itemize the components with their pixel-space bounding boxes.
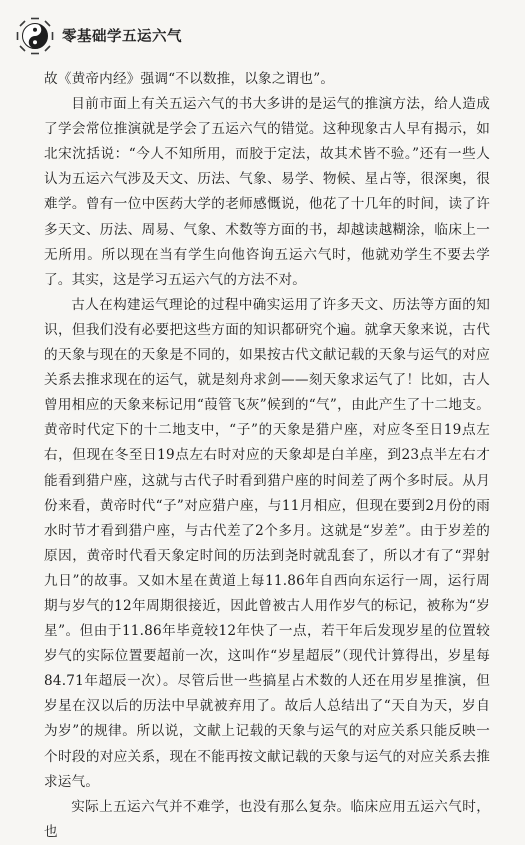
body-text [44, 67, 490, 845]
paragraph: 实际上五运六气并不难学，也没有那么复杂。临床应用五运六气时，也 [44, 798, 490, 840]
paragraph: 古人在构建运气理论的过程中确实运用了许多天文、历法等方面的知识，但我们没有必要把这些方面的知识都研究个遍。就拿天象来说，古代的天象与现在的天象是不同的，如果按古代文献记载的天象与运气的对应关系去推求现在的运气，就是刻舟求剑——刻天象求运气了！比如，古人曾用相应的天象来标记用“葭管飞灰”候到的“气”，由此产生了十二地支。黄帝时代定下的十二地支中，“子”的天象是猎户座，对应冬至日19点左右，但现在冬至日19点左右时对应的天象却是白羊座，到23点半左右才能看到猎户座，这就与古代子时看到猎户座的时间差了两个多时辰。从月份来看，黄帝时代“子”对应猎户座，与11月相应，但现在要到2月份的雨水时节才看到猎户座，与古代差了2个多月。这就是“岁差”。由于岁差的原因，黄帝时代看天象定时间的历法到尧时就乱套了，所以才有了“羿射九日”的故事。又如木星在黄道上每11.86年自西向东运行一周，运行周期与岁气的12年周期很接近，因此曾被古人用作岁气的标记，被称为“岁星”。但由于11.86年毕竟较12年快了一点，若干年后发现岁星的位置较岁气的实际位置要超前一次，这叫作“岁星超辰”（现代计算得出，岁星每84.71年超辰一次）。尽管后世一些搞星占术数的人还在用岁星推演，但岁星在汉以后的历法中早就被弃用了。故后人总结出了“天自为天，岁自为岁”的规律。所以说，文献上记载的天象与运气的对应关系只能反映一个时段的对应关系，现在不能再按文献记载的天象与运气的对应关系去推求运气。 [44, 296, 490, 790]
paragraph: 故《黄帝内经》强调“不以数推，以象之谓也”。 [44, 71, 335, 87]
paragraph: 目前市面上有关五运六气的书大多讲的是运气的推演方法，给人造成了学会常位推演就是学会了五运六气的错觉。这种现象古人早有揭示，如北宋沈括说：“今人不知所用，而胶于定法，故其术皆不验。”还有一些人认为五运六气涉及天文、历法、气象、易学、物候、星占等，很深奥，很难学。曾有一位中医药大学的老师感慨说，他花了十几年的时间，读了许多天文、历法、周易、气象、术数等方面的书，却越读越糊涂，临床上一无所用。所以现在当有学生向他咨询五运六气时，他就劝学生不要去学了。其实，这是学习五运六气的方法不对。 [44, 96, 490, 288]
page-header [14, 14, 182, 58]
book-title: 零基础学五运六气 [62, 28, 182, 45]
yin-yang-bagua-icon [14, 15, 56, 57]
